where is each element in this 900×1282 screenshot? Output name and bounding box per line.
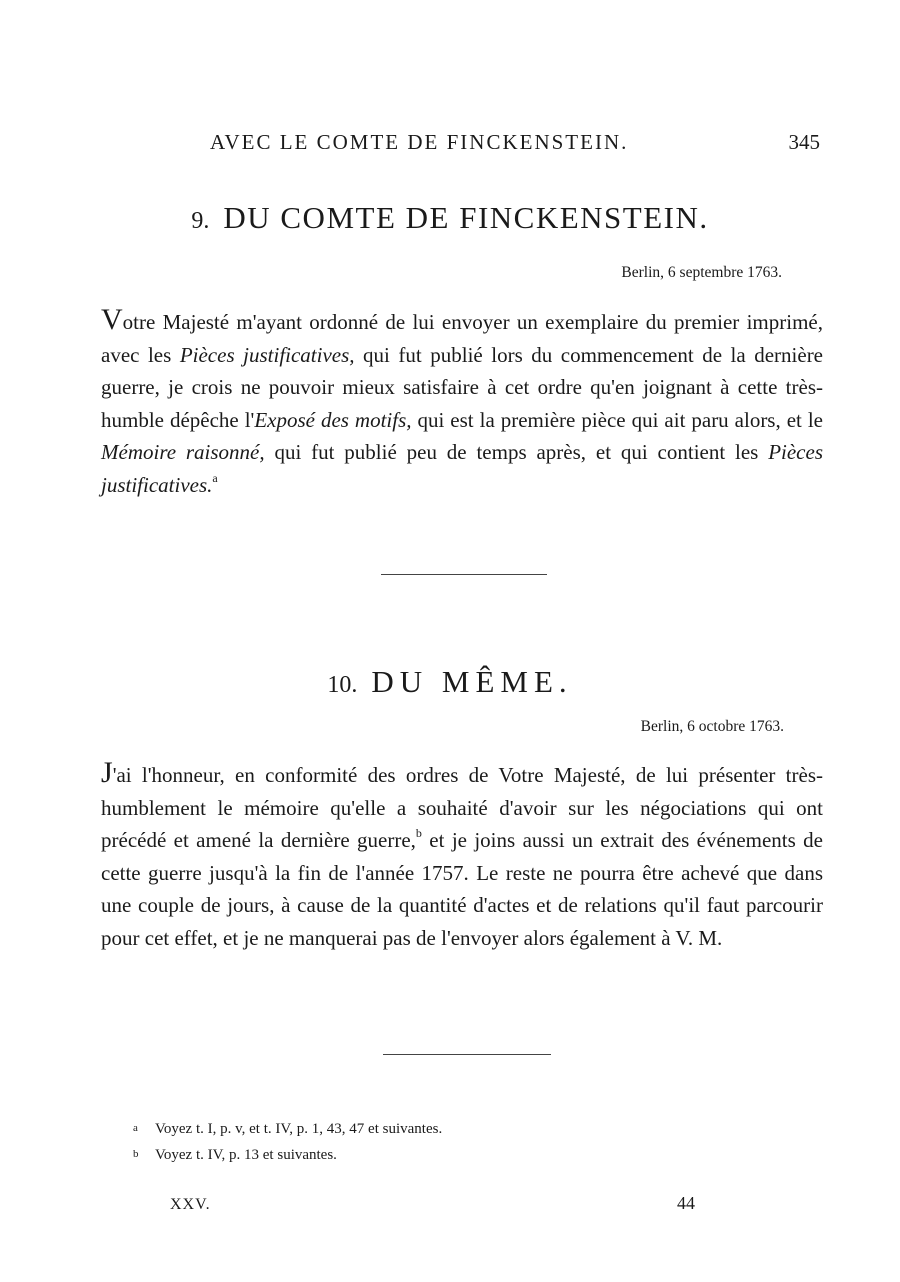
body-text: otre Majesté m'ayant ordonné de lui envoyer un exemplaire du premier imprimé, avec les <box>101 310 823 367</box>
footnote-reference: b <box>415 826 422 840</box>
footnotes <box>133 1116 633 1168</box>
page-number: 345 <box>788 130 820 154</box>
letter-dateline: Berlin, 6 septembre 1763. <box>621 264 782 281</box>
letter-body-9 <box>101 303 824 501</box>
section-divider <box>381 574 547 575</box>
footnote-text: Voyez t. I, p. v, et t. IV, p. 1, 43, 47 et suivantes. <box>155 1121 443 1137</box>
footnote <box>133 1142 633 1168</box>
letter-title: DU MÊME. <box>371 664 573 699</box>
italic-title: Mémoire raisonné, <box>101 440 265 464</box>
letter-heading-9 <box>0 200 900 236</box>
letter-heading-10 <box>0 664 900 700</box>
body-text: qui fut publié lors du commencement de la dernière guerre, je crois ne pouvoir mieux satisfaire à cet ordre qu'en joignant à cette très-humble dépêche l' <box>101 342 824 432</box>
running-head <box>210 130 820 164</box>
folio-number: 44 <box>677 1193 695 1213</box>
italic-title: Pièces justificatives. <box>101 440 823 497</box>
letter-dateline: Berlin, 6 octobre 1763. <box>640 718 784 735</box>
initial-letter: V <box>101 303 123 336</box>
italic-title: Pièces justificatives, <box>179 342 355 367</box>
footnote-mark: b <box>133 1148 139 1160</box>
letter-number: 9. <box>191 208 210 234</box>
section-divider <box>383 1054 551 1055</box>
initial-letter: J <box>101 756 113 789</box>
body-text: qui fut publié peu de temps après, et qui contient les <box>264 440 769 464</box>
footnote <box>133 1116 633 1142</box>
footnote-mark: a <box>133 1122 138 1134</box>
letter-title: DU COMTE DE FINCKENSTEIN. <box>223 200 709 235</box>
body-text: 'ai l'honneur, en conformité des ordres de Votre Majesté, de lui présenter très-humblement le mémoire qu'elle a souhaité d'avoir sur les négociations qui ont précédé et amené la dernière guerre, <box>101 763 823 852</box>
italic-title: Exposé des motifs, <box>254 407 412 432</box>
letter-body-10 <box>101 756 824 954</box>
body-text: qui est la première pièce qui ait paru alors, et le <box>411 407 823 432</box>
body-text: et je joins aussi un extrait des événements de cette guerre jusqu'à la fin de l'année 1757. Le reste ne pourra être achevé que dans une couple de jours, à cause de la quantité d'actes et de relations qu'il faut parcourir pour cet effet, et je ne manquerai pas de l'envoyer alors également à V. M. <box>101 828 824 950</box>
running-head-title: AVEC LE COMTE DE FINCKENSTEIN. <box>210 130 629 154</box>
footnote-text: Voyez t. IV, p. 13 et suivantes. <box>155 1147 337 1163</box>
footnote-reference: a <box>212 470 218 485</box>
letter-number: 10. <box>327 672 358 698</box>
signature-mark: XXV. <box>170 1196 211 1213</box>
